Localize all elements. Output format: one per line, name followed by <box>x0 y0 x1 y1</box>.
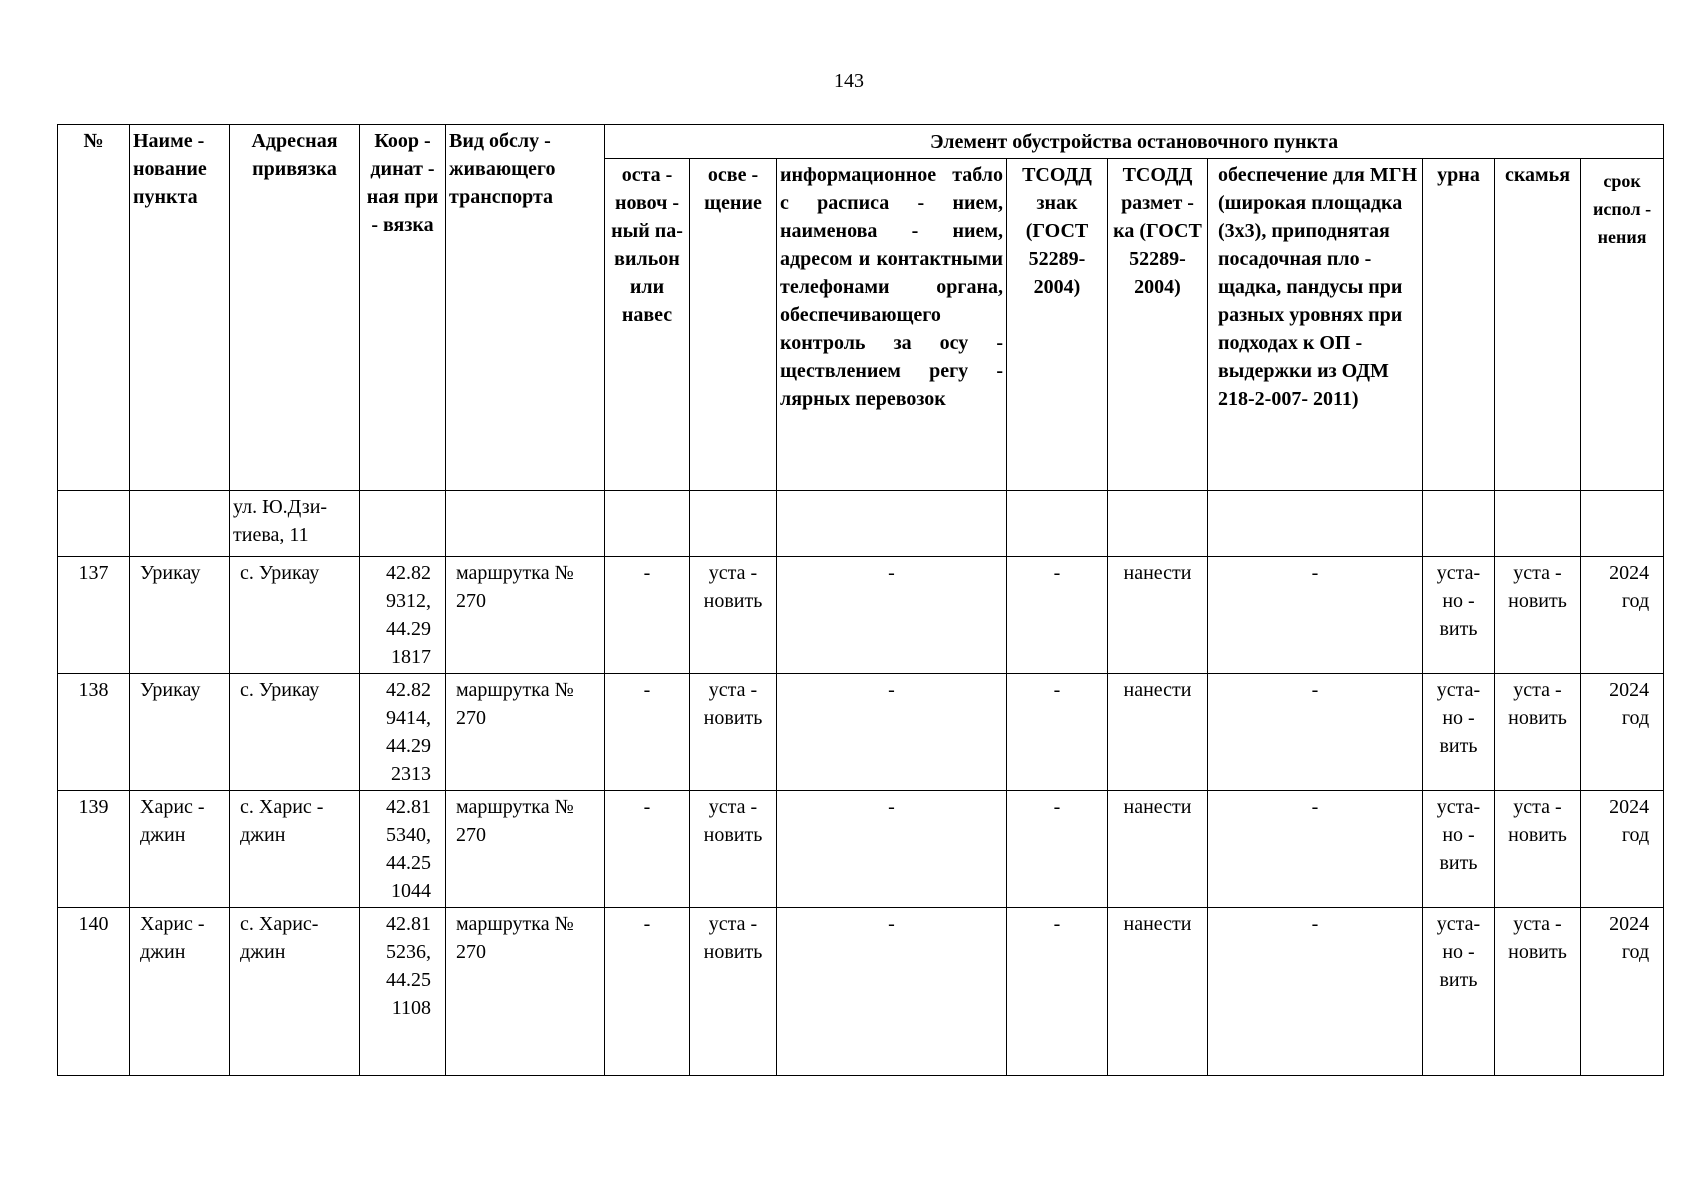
header-mgn: обеспечение для МГН (широкая площадка (3х3), приподнятая посадочная пло - щадка, пандусы при разных уровнях при подходах к ОП - выдержки из ОДМ 218-2-007- 2011) <box>1208 159 1423 491</box>
cell-bench: уста - новить <box>1495 791 1581 908</box>
cell-bin: уста- но - вить <box>1423 557 1495 674</box>
cell-mgn <box>1208 491 1423 557</box>
cell-marking <box>1108 491 1208 557</box>
cell-bin <box>1423 491 1495 557</box>
cell-coords <box>360 491 446 557</box>
cell-pavilion: - <box>605 674 690 791</box>
cell-address: с. Харис- джин <box>230 908 360 1076</box>
cell-deadline: 2024 год <box>1581 557 1664 674</box>
header-name: Наиме - нование пункта <box>130 125 230 491</box>
cell-mgn: - <box>1208 557 1423 674</box>
cell-coords: 42.81 5340, 44.25 1044 <box>360 791 446 908</box>
cell-name <box>130 491 230 557</box>
cell-info-board: - <box>777 791 1007 908</box>
cell-deadline: 2024 год <box>1581 674 1664 791</box>
cell-bench: уста - новить <box>1495 908 1581 1076</box>
cell-pavilion: - <box>605 791 690 908</box>
header-transport: Вид обслу - живающего транспорта <box>446 125 605 491</box>
cell-deadline <box>1581 491 1664 557</box>
cell-transport <box>446 491 605 557</box>
cell-address: с. Харис - джин <box>230 791 360 908</box>
cell-marking: нанести <box>1108 791 1208 908</box>
cell-deadline: 2024 год <box>1581 791 1664 908</box>
cell-sign <box>1007 491 1108 557</box>
cell-mgn: - <box>1208 791 1423 908</box>
header-address: Адресная привязка <box>230 125 360 491</box>
cell-num <box>58 491 130 557</box>
cell-sign: - <box>1007 908 1108 1076</box>
cell-mgn: - <box>1208 674 1423 791</box>
bus-stops-table <box>57 124 1664 1076</box>
header-lighting: осве - щение <box>690 159 777 491</box>
cell-name: Урикау <box>130 674 230 791</box>
header-bench: скамья <box>1495 159 1581 491</box>
cell-address: с. Урикау <box>230 557 360 674</box>
cell-coords: 42.82 9414, 44.29 2313 <box>360 674 446 791</box>
cell-mgn: - <box>1208 908 1423 1076</box>
cell-marking: нанести <box>1108 557 1208 674</box>
cell-bench: уста - новить <box>1495 674 1581 791</box>
cell-bench: уста - новить <box>1495 557 1581 674</box>
cell-num: 139 <box>58 791 130 908</box>
cell-marking: нанести <box>1108 674 1208 791</box>
table-row <box>58 908 1664 1076</box>
cell-sign: - <box>1007 674 1108 791</box>
cell-bin: уста- но - вить <box>1423 674 1495 791</box>
table-row <box>58 557 1664 674</box>
cell-lighting: уста - новить <box>690 674 777 791</box>
header-coords: Коор - динат - ная при - вязка <box>360 125 446 491</box>
cell-transport: маршрутка № 270 <box>446 557 605 674</box>
cell-address: ул. Ю.Дзи- тиева, 11 <box>230 491 360 557</box>
table-row <box>58 791 1664 908</box>
cell-transport: маршрутка № 270 <box>446 908 605 1076</box>
header-pavilion: оста - новоч - ный па- вильон или навес <box>605 159 690 491</box>
header-num: № <box>58 125 130 491</box>
cell-info-board: - <box>777 557 1007 674</box>
cell-bin: уста- но - вить <box>1423 908 1495 1076</box>
cell-info-board: - <box>777 908 1007 1076</box>
cell-lighting <box>690 491 777 557</box>
cell-transport: маршрутка № 270 <box>446 674 605 791</box>
table-row-continuation <box>58 491 1664 557</box>
header-deadline: срок испол - нения <box>1581 159 1664 491</box>
header-info-board: информационное табло с расписа - нием, наименова - нием, адресом и контактными телефонами органа, обеспечивающего контроль за осу - ществлением регу - лярных перевозок <box>777 159 1007 491</box>
cell-bench <box>1495 491 1581 557</box>
cell-num: 137 <box>58 557 130 674</box>
cell-name: Харис - джин <box>130 791 230 908</box>
cell-bin: уста- но - вить <box>1423 791 1495 908</box>
header-group: Элемент обустройства остановочного пункта <box>605 125 1664 159</box>
cell-name: Харис - джин <box>130 908 230 1076</box>
header-sign: ТСОДД знак (ГОСТ 52289- 2004) <box>1007 159 1108 491</box>
cell-lighting: уста - новить <box>690 791 777 908</box>
cell-num: 140 <box>58 908 130 1076</box>
header-bin: урна <box>1423 159 1495 491</box>
cell-sign: - <box>1007 791 1108 908</box>
cell-pavilion: - <box>605 557 690 674</box>
cell-sign: - <box>1007 557 1108 674</box>
cell-name: Урикау <box>130 557 230 674</box>
page-number: 143 <box>834 70 864 92</box>
cell-coords: 42.82 9312, 44.29 1817 <box>360 557 446 674</box>
table-row <box>58 674 1664 791</box>
cell-lighting: уста - новить <box>690 557 777 674</box>
cell-transport: маршрутка № 270 <box>446 791 605 908</box>
cell-address: с. Урикау <box>230 674 360 791</box>
cell-info-board <box>777 491 1007 557</box>
cell-lighting: уста - новить <box>690 908 777 1076</box>
cell-info-board: - <box>777 674 1007 791</box>
cell-marking: нанести <box>1108 908 1208 1076</box>
cell-deadline: 2024 год <box>1581 908 1664 1076</box>
cell-num: 138 <box>58 674 130 791</box>
header-marking: ТСОДД размет - ка (ГОСТ 52289- 2004) <box>1108 159 1208 491</box>
cell-coords: 42.81 5236, 44.25 1108 <box>360 908 446 1076</box>
cell-pavilion <box>605 491 690 557</box>
cell-pavilion: - <box>605 908 690 1076</box>
